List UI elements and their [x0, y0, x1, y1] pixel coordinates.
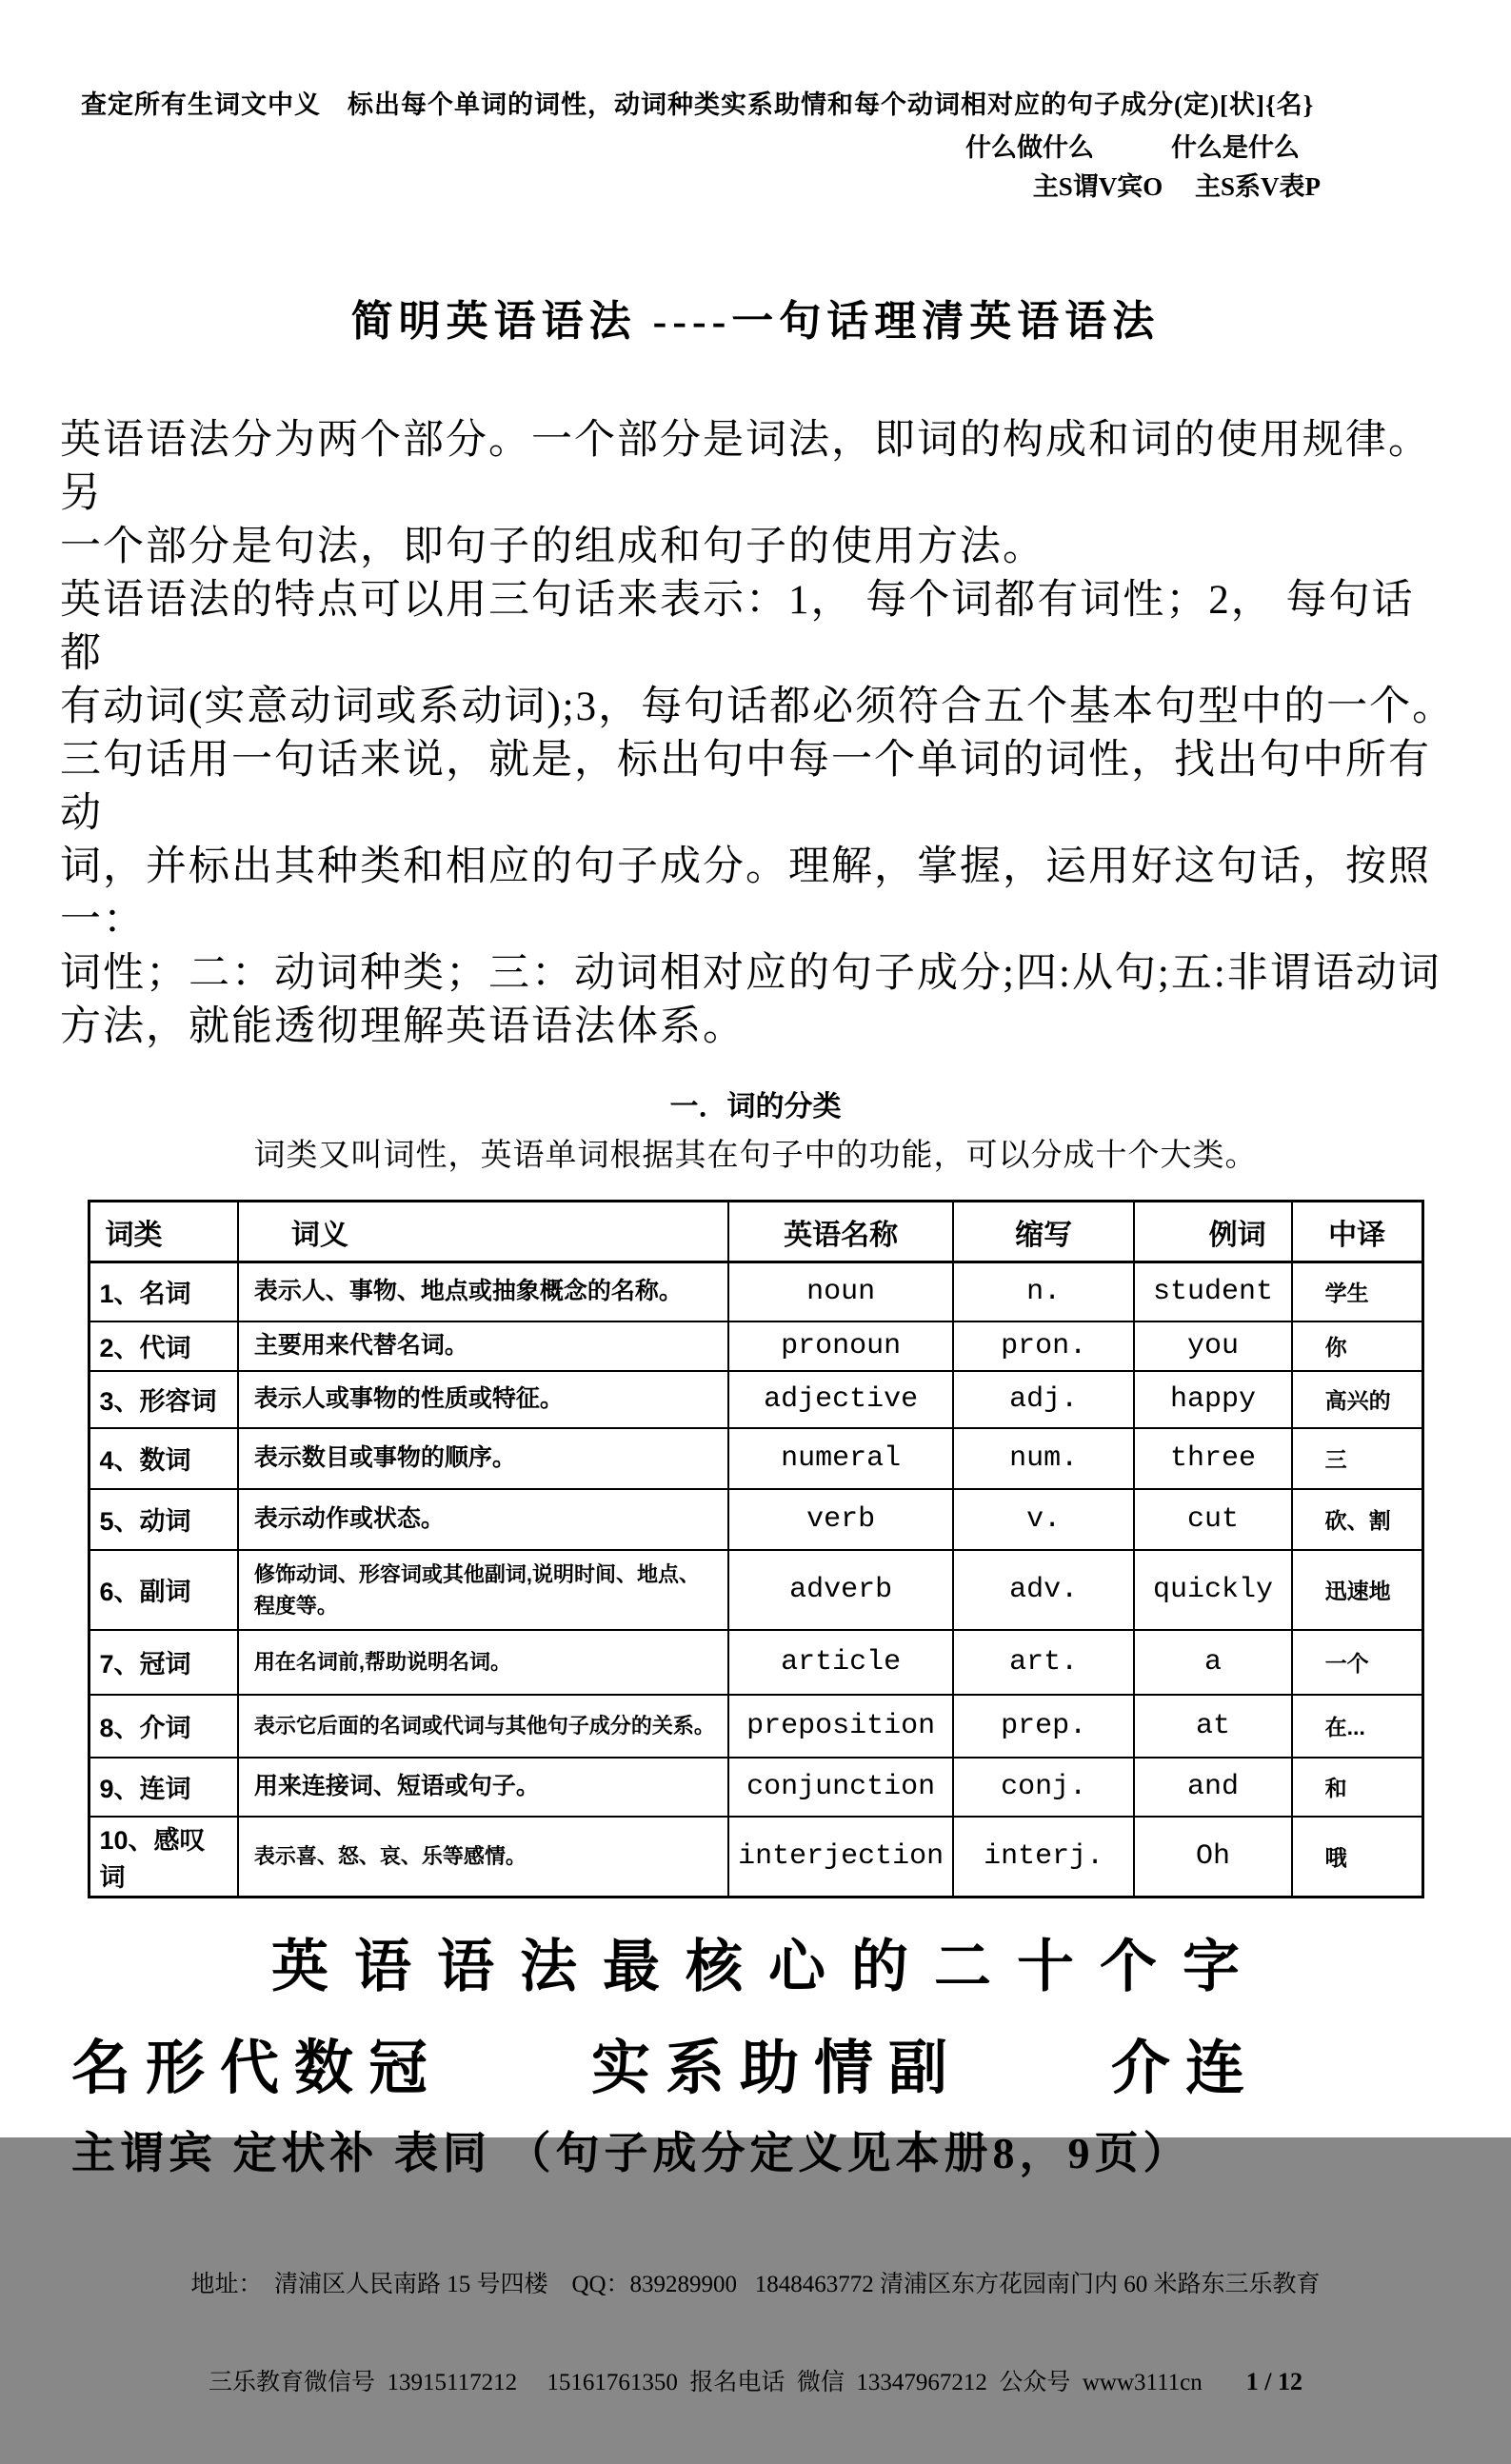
table-cell: 4、数词	[89, 1428, 238, 1489]
section-subheading: 词类又叫词性，英语单词根据其在句子中的功能，可以分成十个大类。	[253, 1139, 1258, 1173]
table-cell: 和	[1292, 1758, 1422, 1817]
core-sentence-components-line: 主谓宾 定状补 表同 （句子成分定义见本册8，9页）	[71, 2128, 1192, 2177]
table-cell: a	[1134, 1630, 1291, 1695]
table-cell: 哦	[1292, 1817, 1422, 1898]
table-row	[89, 1321, 1422, 1371]
table-cell: num.	[953, 1428, 1135, 1489]
intro-line: 三句话用一句话来说，就是，标出句中每一个单词的词性，找出句中所有动	[60, 738, 1431, 836]
table-cell: 表示喜、怒、哀、乐等感情。	[238, 1817, 729, 1898]
table-row	[89, 1817, 1422, 1898]
table-row	[89, 1428, 1422, 1489]
table-cell: 1、名词	[89, 1262, 238, 1321]
table-cell: 表示人或事物的性质或特征。	[238, 1371, 729, 1428]
top-annotation-line-1: 查定所有生词文中义 标出每个单词的词性，动词种类实系助情和每个动词相对应的句子成分(定)[状]{名}	[81, 90, 1315, 119]
intro-paragraph	[60, 414, 1457, 1054]
table-cell: verb	[728, 1489, 952, 1550]
table-cell: 主要用来代替名词。	[238, 1321, 729, 1371]
table-cell: pronoun	[728, 1321, 952, 1371]
top-annotation-line-3: 主S谓V宾O 主S系V表P	[1032, 172, 1321, 201]
table-header-row	[89, 1202, 1422, 1262]
page-title: 简明英语语法 ----一句话理清英语语法	[350, 298, 1161, 345]
table-cell: adj.	[953, 1371, 1135, 1428]
table-cell: cut	[1134, 1489, 1291, 1550]
table-cell: interjection	[728, 1817, 952, 1898]
intro-line: 词性；二：动词种类；三：动词相对应的句子成分;四:从句;五:非谓语动词	[60, 951, 1441, 996]
table-row	[89, 1758, 1422, 1817]
table-cell: noun	[728, 1262, 952, 1321]
table-cell: and	[1134, 1758, 1291, 1817]
table-cell: Oh	[1134, 1817, 1291, 1898]
table-cell: 用在名词前,帮助说明名词。	[238, 1630, 729, 1695]
table-cell: 在...	[1292, 1695, 1422, 1758]
table-row	[89, 1371, 1422, 1428]
section-heading: 一．词的分类	[669, 1091, 842, 1123]
word-classes-table	[88, 1200, 1424, 1898]
table-row	[89, 1489, 1422, 1550]
table-cell: 5、动词	[89, 1489, 238, 1550]
table-cell: adv.	[953, 1550, 1135, 1630]
table-header-cell: 例词	[1134, 1202, 1291, 1262]
intro-line: 英语语法分为两个部分。一个部分是词法，即词的构成和词的使用规律。另	[60, 418, 1431, 516]
table-cell: adjective	[728, 1371, 952, 1428]
table-cell: prep.	[953, 1695, 1135, 1758]
top-annotation-line-2: 什么做什么 什么是什么	[965, 133, 1300, 162]
table-row	[89, 1630, 1422, 1695]
table-cell: preposition	[728, 1695, 952, 1758]
table-cell: student	[1134, 1262, 1291, 1321]
core-twenty-characters-line: 名形代数冠 实系助情副 介连	[71, 2036, 1261, 2101]
table-cell: 一个	[1292, 1630, 1422, 1695]
table-cell: 用来连接词、短语或句子。	[238, 1758, 729, 1817]
intro-line: 一个部分是句法，即句子的组成和句子的使用方法。	[60, 525, 1045, 569]
table-cell: article	[728, 1630, 952, 1695]
table-cell: n.	[953, 1262, 1135, 1321]
table-header-cell: 英语名称	[728, 1202, 952, 1262]
table-cell: 7、冠词	[89, 1630, 238, 1695]
table-cell: happy	[1134, 1371, 1291, 1428]
table-cell: 三	[1292, 1428, 1422, 1489]
table-cell: 表示数目或事物的顺序。	[238, 1428, 729, 1489]
table-cell: 表示它后面的名词或代词与其他句子成分的关系。	[238, 1695, 729, 1758]
table-cell: 迅速地	[1292, 1550, 1422, 1630]
table-header-cell: 词义	[238, 1202, 729, 1262]
table-cell: 表示动作或状态。	[238, 1489, 729, 1550]
intro-line: 词，并标出其种类和相应的句子成分。理解，掌握，运用好这句话，按照一：	[60, 845, 1431, 943]
intro-line: 英语语法的特点可以用三句话来表示：1， 每个词都有词性；2， 每句话都	[60, 578, 1415, 676]
table-cell: 表示人、事物、地点或抽象概念的名称。	[238, 1262, 729, 1321]
table-cell: 3、形容词	[89, 1371, 238, 1428]
page-number: 1 / 12	[1245, 2367, 1302, 2395]
table-cell: 高兴的	[1292, 1371, 1422, 1428]
table-cell: 6、副词	[89, 1550, 238, 1630]
table-cell: you	[1134, 1321, 1291, 1371]
table-header-cell: 中译	[1292, 1202, 1422, 1262]
table-cell: 你	[1292, 1321, 1422, 1371]
table-row	[89, 1262, 1422, 1321]
table-header-cell: 缩写	[953, 1202, 1135, 1262]
table-cell: art.	[953, 1630, 1135, 1695]
table-cell: quickly	[1134, 1550, 1291, 1630]
table-cell: 8、介词	[89, 1695, 238, 1758]
table-cell: pron.	[953, 1321, 1135, 1371]
table-cell: 10、感叹词	[89, 1817, 238, 1898]
footer-line-1: 地址： 清浦区人民南路 15 号四楼 QQ：839289900 1848463772 清浦区东方花园南门内 60 米路东三乐教育	[190, 2271, 1321, 2297]
intro-line: 有动词(实意动词或系动词);3，每句话都必须符合五个基本句型中的一个。	[60, 685, 1456, 729]
table-cell: 9、连词	[89, 1758, 238, 1817]
table-cell: conjunction	[728, 1758, 952, 1817]
intro-line: 方法，就能透彻理解英语语法体系。	[60, 1004, 746, 1049]
table-row	[89, 1550, 1422, 1630]
table-cell: 2、代词	[89, 1321, 238, 1371]
table-cell: adverb	[728, 1550, 952, 1630]
table-cell: conj.	[953, 1758, 1135, 1817]
footer	[0, 2204, 1511, 2464]
table-cell: three	[1134, 1428, 1291, 1489]
table-cell: numeral	[728, 1428, 952, 1489]
footer-contact-text: 三乐教育微信号 13915117212 15161761350 报名电话 微信 13347967212 公众号 www3111cn	[209, 2369, 1203, 2395]
table-cell: 砍、割	[1292, 1489, 1422, 1550]
table-cell: v.	[953, 1489, 1135, 1550]
table-cell: at	[1134, 1695, 1291, 1758]
table-header-cell: 词类	[89, 1202, 238, 1262]
core-heading: 英语语法最核心的二十个字	[271, 1935, 1265, 1998]
table-cell: 学生	[1292, 1262, 1422, 1321]
table-row	[89, 1695, 1422, 1758]
footer-line-2	[0, 2366, 1511, 2399]
table-cell: interj.	[953, 1817, 1135, 1898]
table-cell: 修饰动词、形容词或其他副词,说明时间、地点、程度等。	[238, 1550, 729, 1630]
